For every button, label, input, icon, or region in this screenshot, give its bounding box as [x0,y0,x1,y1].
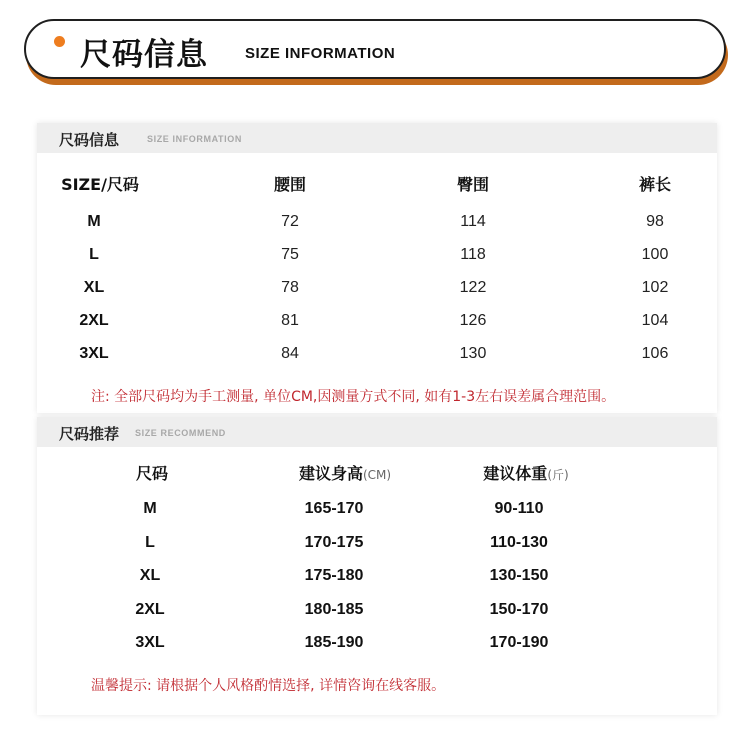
height-label: 建议身高 [298,464,363,483]
column-header-height [299,461,391,484]
banner-title: 尺码信息 [80,37,208,73]
weight-unit: (斤) [547,468,569,482]
height-cell: 170-175 [304,533,364,551]
column-header-waist: 腰围 [273,175,307,194]
size-cell: XL [83,279,105,296]
hip-cell: 126 [459,312,487,329]
size-cell: L [145,533,155,551]
size-cell: XL [139,567,161,584]
size-cell: L [89,246,99,263]
height-unit: (CM) [362,468,392,482]
height-cell: 165-170 [304,500,364,517]
weight-cell: 130-150 [489,567,549,584]
hip-cell: 122 [459,279,487,296]
size-info-header [37,123,717,153]
size-cell: 3XL [135,634,165,651]
length-cell: 102 [641,279,669,296]
weight-cell: 90-110 [494,500,544,517]
waist-cell: 75 [281,246,299,263]
hip-cell: 118 [460,246,486,263]
column-header-size: 尺码 [135,464,169,483]
waist-cell: 81 [281,312,299,329]
size-cell: M [143,500,157,517]
measurement-note: 注: 全部尺码均为手工测量, 单位CM,因测量方式不同, 如有1-3左右误差属合理范围。 [91,389,616,405]
length-cell: 100 [641,246,669,263]
size-info-card [37,123,717,413]
column-header-weight [483,461,568,484]
column-header-length: 裤长 [638,175,672,194]
length-cell: 98 [646,213,664,230]
hip-cell: 130 [459,345,487,362]
weight-cell: 110-130 [490,533,548,551]
section-title: 尺码推荐 [59,425,120,443]
size-cell: M [87,213,101,230]
waist-cell: 72 [281,213,299,230]
column-header-hip: 臀围 [456,175,490,194]
height-cell: 180-185 [304,600,364,618]
section-subtitle: SIZE RECOMMEND [135,428,226,438]
size-cell: 2XL [135,600,165,618]
size-cell: 3XL [79,345,109,362]
weight-cell: 150-170 [489,600,549,618]
waist-cell: 78 [281,279,299,296]
column-header-size: SIZE/尺码 [61,175,139,194]
waist-cell: 84 [281,345,299,362]
tip-note: 温馨提示: 请根据个人风格酌情选择, 详情咨询在线客服。 [91,678,446,694]
size-cell: 2XL [79,312,109,329]
hip-cell: 114 [460,213,486,230]
bullet-dot-icon [54,36,65,47]
length-cell: 104 [641,312,669,329]
length-cell: 106 [641,345,669,362]
size-recommend-header [37,417,717,447]
section-subtitle: SIZE INFORMATION [147,134,242,144]
height-cell: 175-180 [304,567,364,584]
section-title: 尺码信息 [59,131,120,149]
weight-cell: 170-190 [489,634,549,651]
banner-subtitle: SIZE INFORMATION [245,45,396,62]
height-cell: 185-190 [304,634,364,651]
weight-label: 建议体重 [483,464,548,483]
